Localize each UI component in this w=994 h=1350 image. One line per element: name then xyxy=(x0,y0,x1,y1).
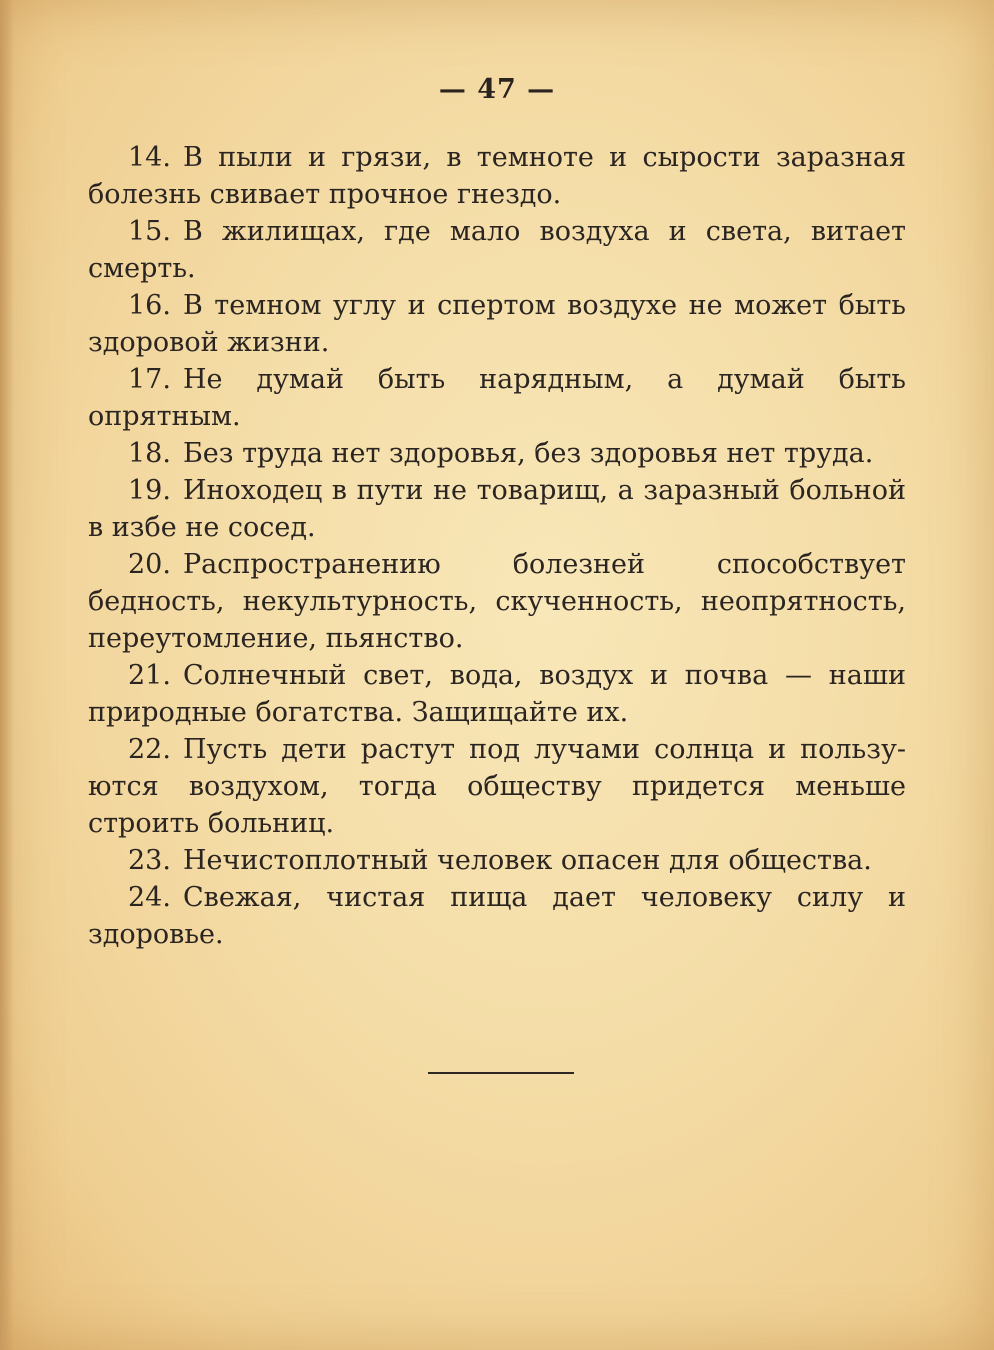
maxims-list xyxy=(88,139,906,953)
maxim-item xyxy=(88,472,906,546)
maxim-text: Солнечный свет, вода, воздух и почва — наши природные богатства. Защищайте их. xyxy=(88,660,906,728)
maxim-text: Свежая, чистая пища дает человеку силу и здоровье. xyxy=(88,882,906,950)
maxim-number: 21. xyxy=(128,660,171,691)
maxim-text: Без труда нет здоровья, без здоровья нет труда. xyxy=(182,438,874,469)
section-divider xyxy=(428,1072,574,1074)
page-edge-shadow xyxy=(0,0,14,1350)
maxim-text: В темном углу и спертом воздухе не может быть здоровой жизни. xyxy=(88,290,906,358)
maxim-item xyxy=(88,546,906,657)
maxim-number: 22. xyxy=(128,734,171,765)
maxim-number: 17. xyxy=(128,364,171,395)
maxim-text: Распространению болезней способствует бедность, некультурность, скученность, неопрятность, переутомление, пьянство. xyxy=(88,549,906,654)
maxim-number: 23. xyxy=(128,845,171,876)
maxim-text: Иноходец в пути не товарищ, а заразный больной в избе не сосед. xyxy=(88,475,906,543)
maxim-item xyxy=(88,139,906,213)
maxim-text: Нечистоплотный человек опасен для общества. xyxy=(182,845,872,876)
maxim-number: 20. xyxy=(128,549,171,580)
maxim-item xyxy=(88,842,906,879)
maxim-number: 15. xyxy=(128,216,171,247)
maxim-text: В жилищах, где мало воздуха и света, витает смерть. xyxy=(88,216,906,284)
maxim-item xyxy=(88,879,906,953)
maxim-text: Пусть дети растут под лучами солнца и пользуются воздухом, тогда обществу придется меньше строить больниц. xyxy=(88,734,906,839)
maxim-number: 16. xyxy=(128,290,171,321)
maxim-item xyxy=(88,213,906,287)
maxim-text: В пыли и грязи, в темноте и сырости заразная болезнь свивает прочное гнездо. xyxy=(88,142,906,210)
maxim-item xyxy=(88,287,906,361)
maxim-number: 24. xyxy=(128,882,171,913)
maxim-item xyxy=(88,361,906,435)
maxim-number: 19. xyxy=(128,475,171,506)
maxim-number: 14. xyxy=(128,142,171,173)
maxim-text: Не думай быть нарядным, а думай быть опрятным. xyxy=(88,364,906,432)
maxim-item xyxy=(88,435,906,472)
maxim-number: 18. xyxy=(128,438,171,469)
maxim-item xyxy=(88,731,906,842)
maxim-item xyxy=(88,657,906,731)
page-number: — 47 — xyxy=(438,74,556,105)
